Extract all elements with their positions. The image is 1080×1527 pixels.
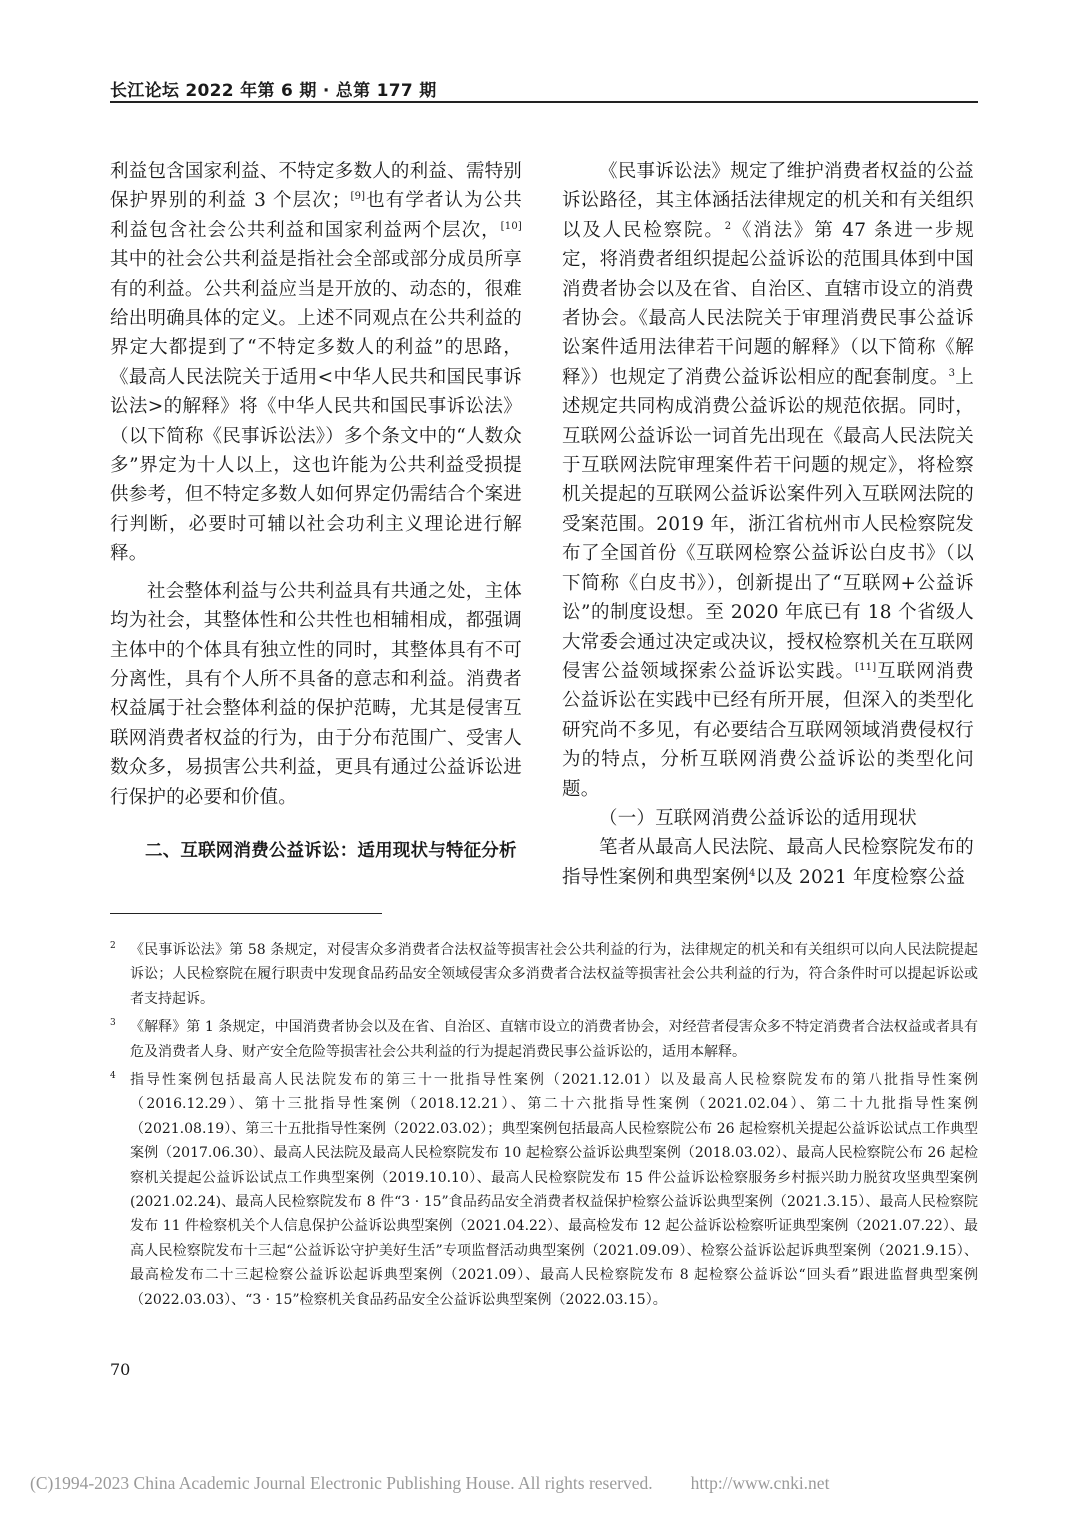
- right-paragraph-2: [562, 833, 974, 892]
- citation-ref: [11]: [854, 661, 877, 673]
- text: 互联网消费公益诉讼在实践中已经有所开展，但深入的类型化研究尚不多见，有必要结合互联网领域消费侵权行为的特点，分析互联网消费公益诉讼的类型化问题。: [562, 660, 974, 800]
- copyright-notice: (C)1994-2023 China Academic Journal Electronic Publishing House. All rights reserved.: [30, 1473, 653, 1493]
- section-heading: 二、互联网消费公益诉讼：适用现状与特征分析: [145, 840, 517, 861]
- citation-ref: [10]: [500, 220, 522, 232]
- copyright-url: http://www.cnki.net: [690, 1473, 830, 1493]
- right-column: [562, 157, 974, 892]
- journal-header: 长江论坛 2022 年第 6 期 · 总第 177 期: [110, 81, 437, 101]
- footnote-item: [110, 1015, 978, 1064]
- footnote-ref: 4: [749, 867, 756, 879]
- header-rule: [110, 101, 978, 103]
- footnote-text: 指导性案例包括最高人民法院发布的第三十一批指导性案例（2021.12.01）以及最高人民检察院发布的第八批指导性案例（2016.12.29）、第十三批指导性案例（2018.12.21）、第二十六批指导性案例（2021.02.04）、第二十九批指导性案例（2021.08.19）、第三十五批指导性案例（2022.03.02）；典型案例包括最高人民检察院公布 26 起检察机关提起公益诉讼试点工作典型案例（2017.06.30）、最高人民法院及最高人民检察院发布 10 起检察公益诉讼典型案例（2018.03.02）、最高人民检察院公布 26 起检察机关提起公益诉讼试点工作典型案例（2019.10.10）、最高人民检察院发布 15 件公益诉讼检察服务乡村振兴助力脱贫攻坚典型案例(2021.02.24)、最高人民检察院发布 8 件“3 · 15”食品药品安全消费者权益保护检察公益诉讼典型案例（2021.3.15）、最高人民检察院发布 11 件检察机关个人信息保护公益诉讼典型案例（2021.04.22）、最高检发布 12 起公益诉讼检察听证典型案例（2021.07.22）、最高人民检察院发布十三起“公益诉讼守护美好生活”专项监督活动典型案例（2021.09.09）、检察公益诉讼起诉典型案例（2021.9.15）、最高检发布二十三起检察公益诉讼起诉典型案例（2021.09）、最高人民检察院发布 8 起检察公益诉讼“回头看”跟进监督典型案例（2022.03.03）、“3 · 15”检察机关食品药品安全公益诉讼典型案例（2022.03.15）。: [130, 1072, 978, 1308]
- citation-ref: [9]: [350, 191, 366, 203]
- text: 上述规定共同构成消费公益诉讼的规范依据。同时，互联网公益诉讼一词首先出现在《最高人民法院关于互联网法院审理案件若干问题的规定》，将检察机关提起的互联网公益诉讼案件列入互联网法院的受案范围。2019 年，浙江省杭州市人民检察院发布了全国首份《互联网检察公益诉讼白皮书》（以下简称《白皮书》），创新提出了“互联网+公益诉讼”的制度设想。至 2020 年底已有 18 个省级人大常委会通过决定或决议，授权检察机关在互联网侵害公益领域探索公益诉讼实践。: [562, 366, 975, 682]
- text: 笔者从最高人民法院、最高人民检察院发布的指导性案例和典型案例: [562, 837, 974, 888]
- footnote-rule: [110, 913, 382, 914]
- copyright-footer: [30, 1473, 1050, 1494]
- footnote-item: [110, 1068, 978, 1312]
- footnote-mark: 3: [110, 1018, 116, 1029]
- left-paragraph-2: 社会整体利益与公共利益具有共通之处，主体均为社会，其整体性和公共性也相辅相成，都强调主体中的个体具有独立性的同时，其整体具有不可分离性，具有个人所不具备的意志和利益。消费者权益属于社会整体利益的保护范畴，尤其是侵害互联网消费者权益的行为，由于分布范围广、受害人数众多，易损害公共利益，更具有通过公益诉讼进行保护的必要和价值。: [110, 580, 522, 808]
- text: 利益包含国家利益、不特定多数人的利益、需特别保护界别的利益 3 个层次；: [110, 161, 522, 212]
- footnote-ref: 3: [948, 367, 956, 379]
- footnotes: [110, 938, 978, 1316]
- right-paragraph-1: [562, 157, 974, 804]
- footnote-mark: 4: [110, 1071, 116, 1082]
- page-number: 70: [110, 1360, 131, 1379]
- text: 其中的社会公共利益是指社会全部或部分成员所享有的利益。公共利益应当是开放的、动态的，很难给出明确具体的定义。上述不同观点在公共利益的界定大都提到了“不特定多数人的利益”的思路，《最高人民法院关于适用<中华人民共和国民事诉讼法>的解释》将《中华人民共和国民事诉讼法》（以下简称《民事诉讼法》）多个条文中的“人数众多”界定为十人以上，这也许能为公共利益受损提供参考，但不特定多数人如何界定仍需结合个案进行判断，必要时可辅以社会功利主义理论进行解释。: [110, 249, 522, 565]
- left-column: [110, 157, 522, 866]
- text: 以及 2021 年度检察公益: [755, 866, 966, 888]
- subsection-heading: （一）互联网消费公益诉讼的适用现状: [599, 807, 917, 829]
- text: 也有学者认为公共利益包含社会公共利益和国家利益两个层次，: [110, 190, 522, 241]
- left-paragraph-1: [110, 157, 522, 569]
- footnote-text: 《民事诉讼法》第 58 条规定，对侵害众多消费者合法权益等损害社会公共利益的行为，法律规定的机关和有关组织可以向人民法院提起诉讼；人民检察院在履行职责中发现食品药品安全领域侵害众多消费者合法权益等损害社会公共利益的行为，符合条件时可以提起诉讼或者支持起诉。: [130, 942, 978, 1007]
- footnote-item: [110, 938, 978, 1011]
- footnote-text: 《解释》第 1 条规定，中国消费者协会以及在省、自治区、直辖市设立的消费者协会，对经营者侵害众多不特定消费者合法权益或者具有危及消费者人身、财产安全危险等损害社会公共利益的行为提起消费民事公益诉讼的，适用本解释。: [130, 1019, 978, 1060]
- footnote-ref: 2: [724, 220, 732, 232]
- footnote-mark: 2: [110, 941, 116, 951]
- text: 《民事诉讼法》规定了维护消费者权益的公益诉讼路径，其主体涵括法律规定的机关和有关组织以及人民检察院。: [562, 161, 974, 241]
- text: 《消法》第 47 条进一步规定，将消费者组织提起公益诉讼的范围具体到中国消费者协会以及在省、自治区、直辖市设立的消费者协会。《最高人民法院关于审理消费民事公益诉讼案件适用法律若干问题的解释》（以下简称《解释》）也规定了消费公益诉讼相应的配套制度。: [562, 219, 974, 388]
